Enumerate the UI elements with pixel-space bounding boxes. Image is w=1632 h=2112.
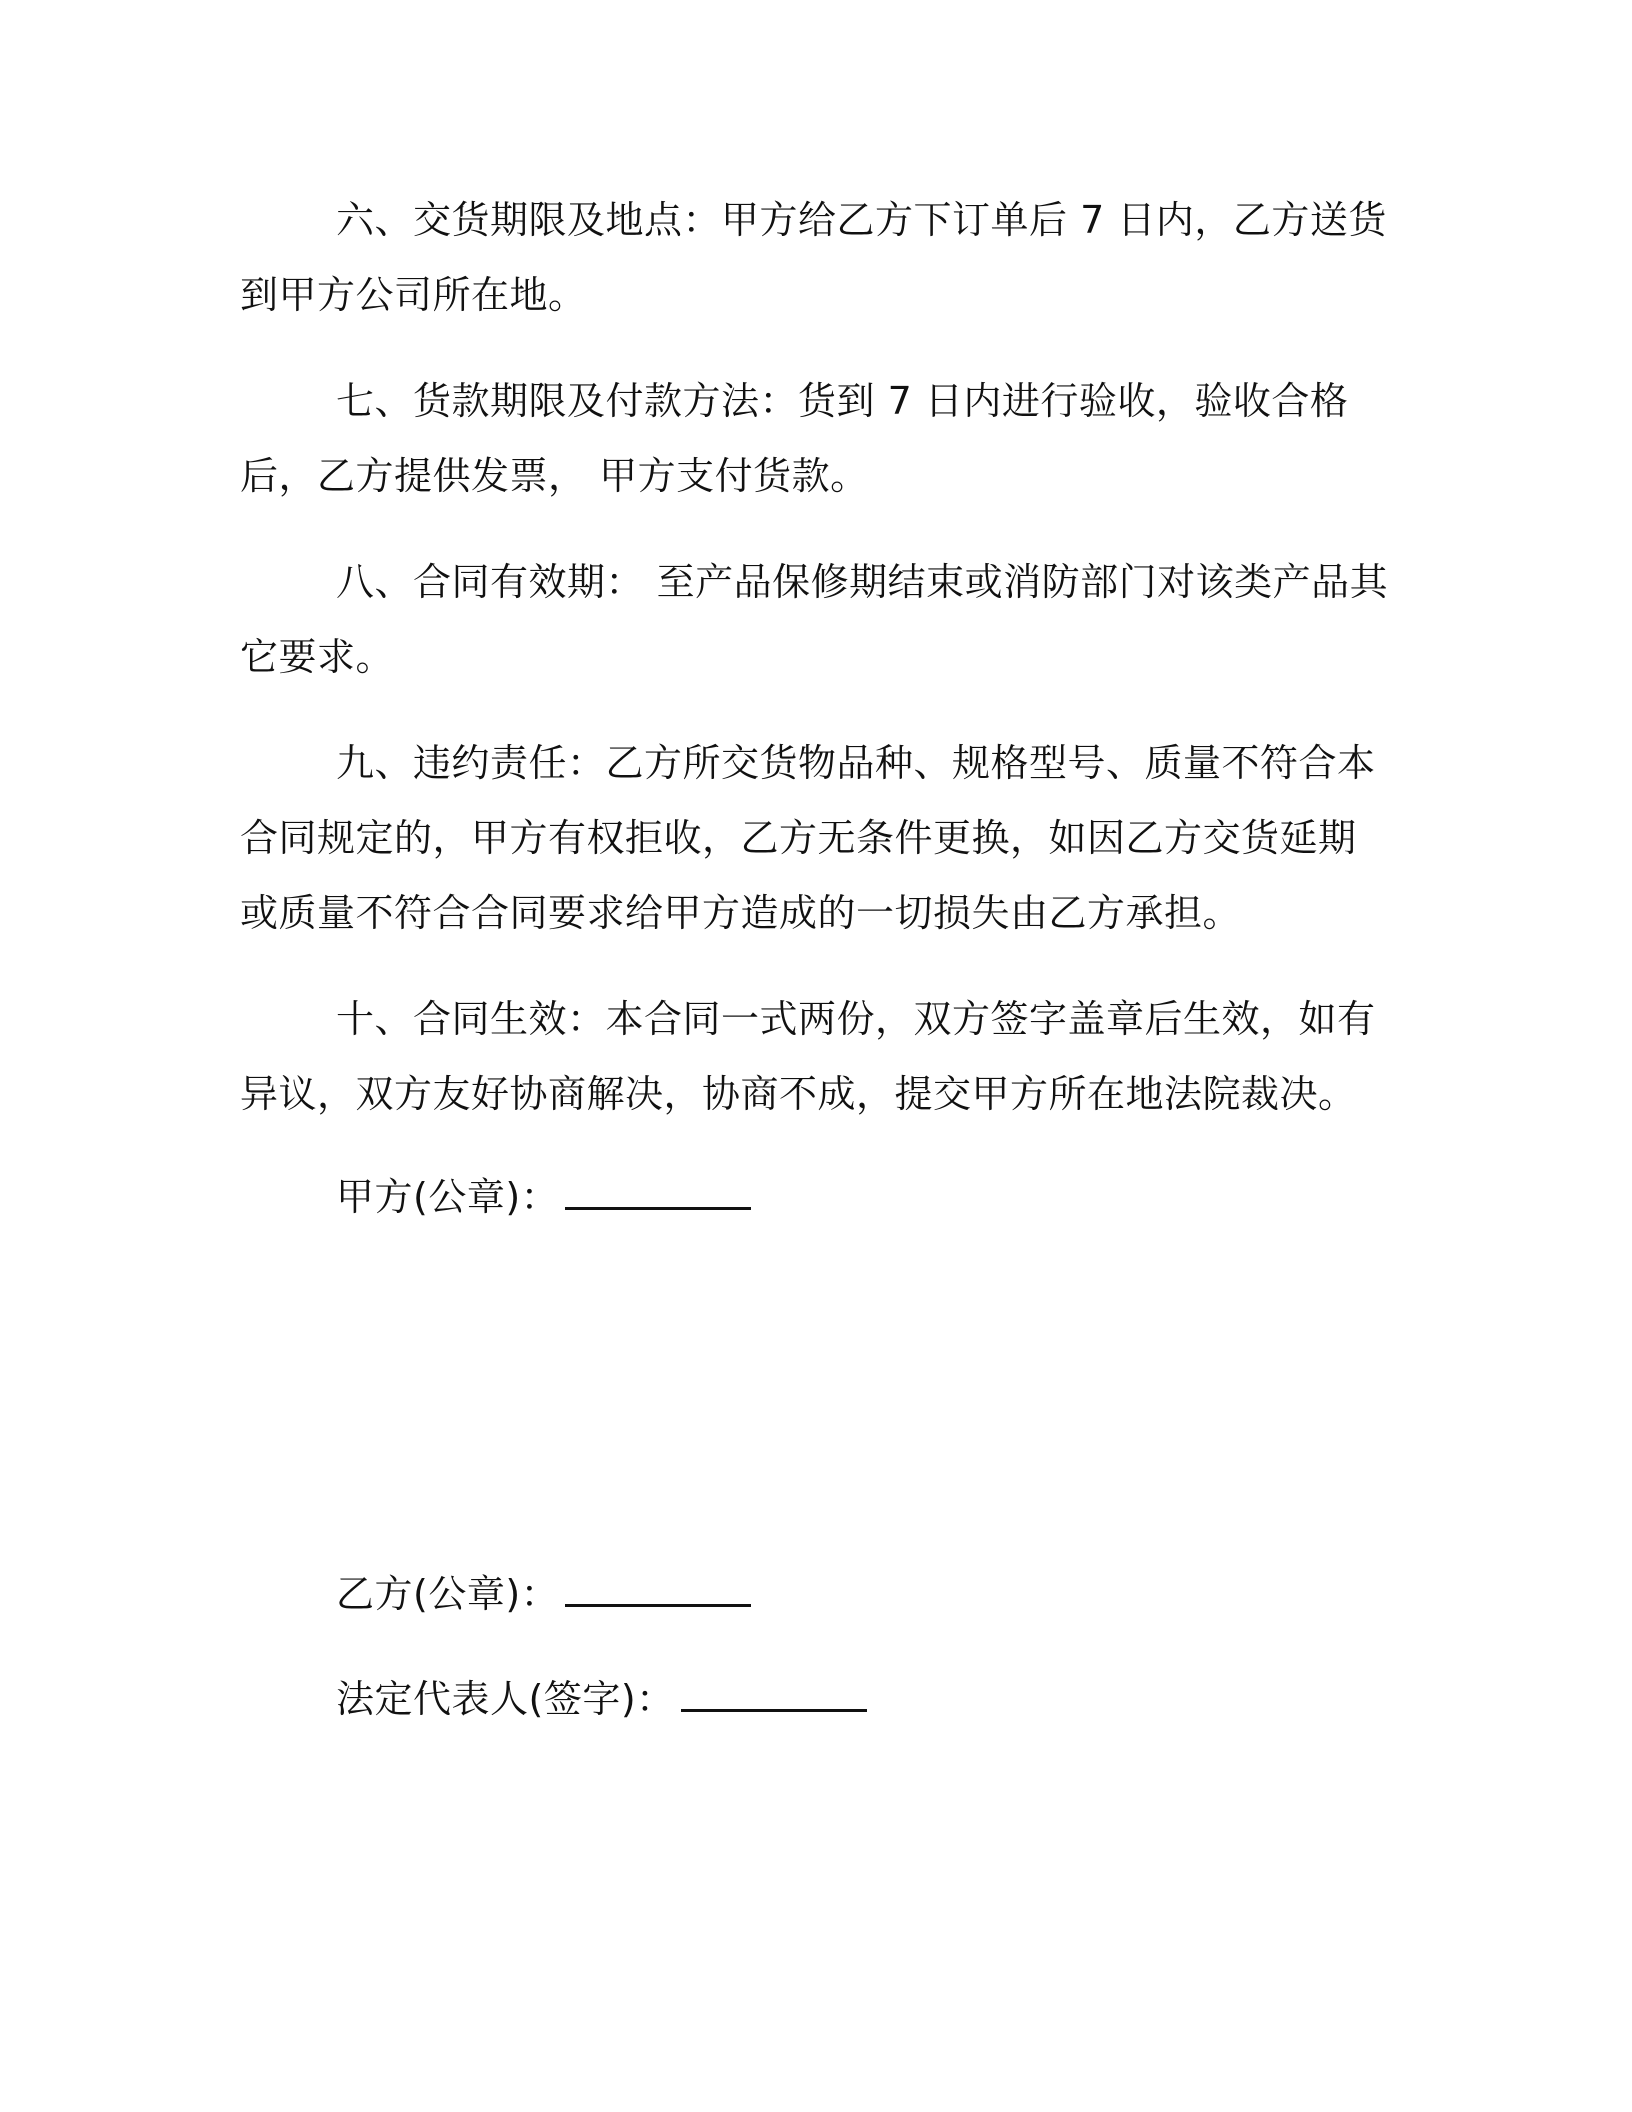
clause-eight: 八、合同有效期： 至产品保修期结束或消防部门对该类产品其它要求。	[240, 560, 1389, 679]
party-b-blank	[565, 1574, 751, 1607]
party-b-signature-line	[336, 1557, 751, 1632]
party-a-signature-line	[336, 1160, 751, 1235]
legal-rep-label: 法定代表人(签字)：	[336, 1677, 675, 1721]
party-a-label: 甲方(公章)：	[336, 1175, 560, 1219]
clause-nine: 九、违约责任：乙方所交货物品种、规格型号、质量不符合本合同规定的，甲方有权拒收，乙方无条件更换，如因乙方交货延期或质量不符合合同要求给甲方造成的一切损失由乙方承担。	[240, 741, 1376, 935]
legal-rep-signature-line	[336, 1662, 867, 1737]
clause-seven: 七、货款期限及付款方法：货到 7 日内进行验收，验收合格后，乙方提供发票， 甲方支付货款。	[240, 379, 1349, 498]
party-b-label: 乙方(公章)：	[336, 1572, 560, 1616]
party-a-blank	[565, 1177, 751, 1210]
legal-rep-blank	[681, 1679, 867, 1712]
clause-ten: 十、合同生效：本合同一式两份，双方签字盖章后生效，如有异议，双方友好协商解决，协商不成，提交甲方所在地法院裁决。	[240, 997, 1376, 1116]
contract-clauses	[240, 183, 1390, 1163]
clause-six: 六、交货期限及地点：甲方给乙方下订单后 7 日内，乙方送货到甲方公司所在地。	[240, 198, 1387, 317]
